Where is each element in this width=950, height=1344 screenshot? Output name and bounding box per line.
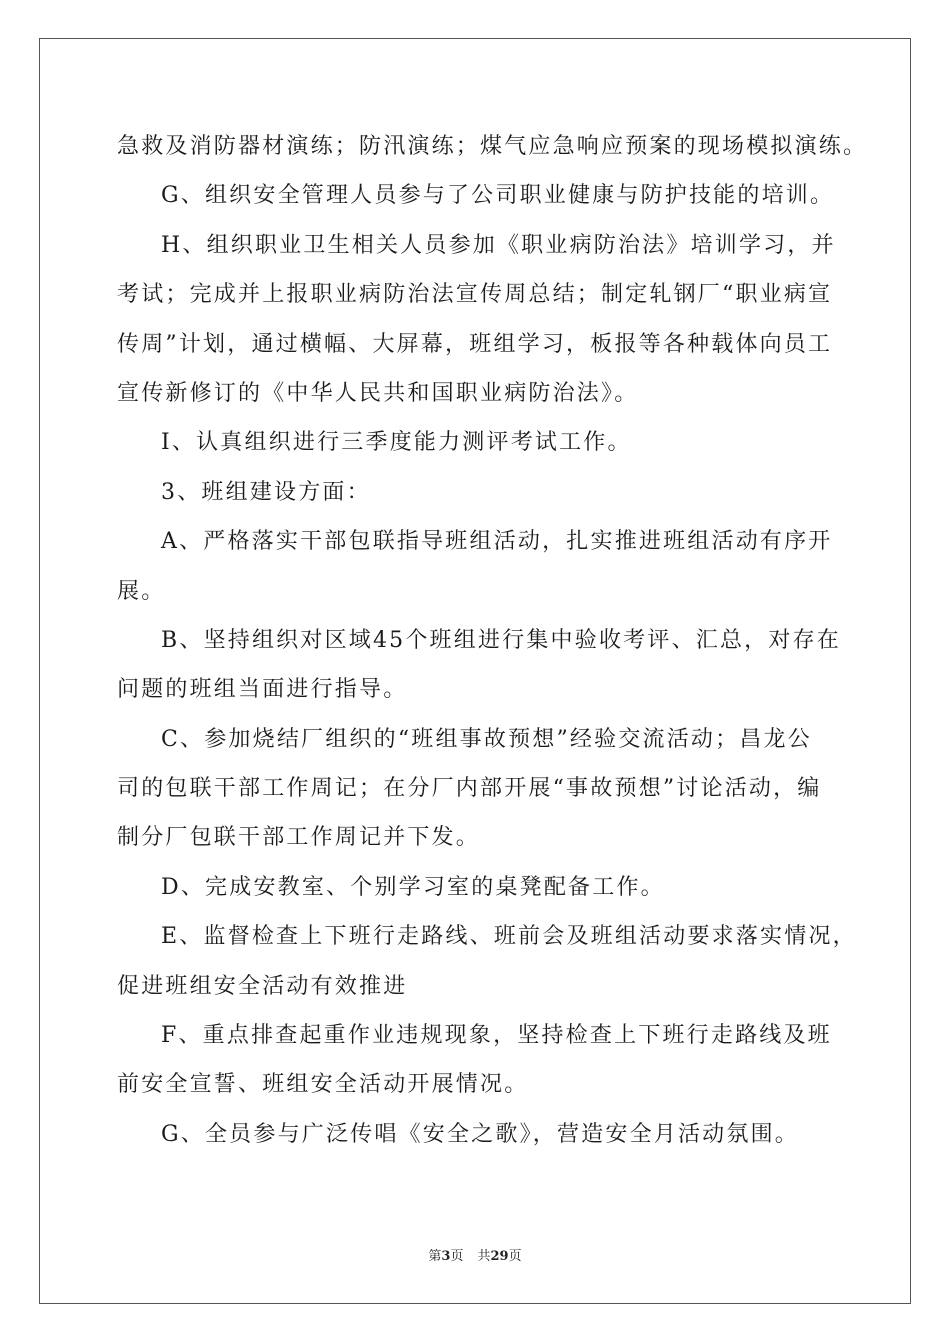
page-footer	[0, 1245, 950, 1264]
footer-total-prefix: 共	[477, 1249, 491, 1264]
footer-total-suffix: 页	[508, 1249, 522, 1264]
text-line: I、认真组织进行三季度能力测评考试工作。	[161, 430, 632, 456]
text-line: H、组织职业卫生相关人员参加《职业病防治法》培训学习，并	[161, 232, 836, 258]
text-line: 司的包联干部工作周记；在分厂内部开展“事故预想”讨论活动，编	[117, 776, 822, 802]
text-line: 问题的班组当面进行指导。	[117, 677, 408, 703]
text-line: G、组织安全管理人员参与了公司职业健康与防护技能的培训。	[161, 183, 835, 209]
text-line: C、参加烧结厂组织的“班组事故预想”经验交流活动；昌龙公	[161, 726, 812, 752]
footer-total-pages: 29	[490, 1249, 509, 1264]
text-line: F、重点排查起重作业违规现象，坚持检查上下班行走路线及班	[161, 1023, 832, 1049]
text-line: 3、班组建设方面：	[161, 479, 371, 505]
footer-page-prefix: 第	[428, 1249, 442, 1264]
text-line: B、坚持组织对区域45个班组进行集中验收考评、汇总，对存在	[161, 627, 841, 653]
text-line: D、完成安教室、个别学习室的桌凳配备工作。	[161, 874, 665, 900]
text-line: 宣传新修订的《中华人民共和国职业病防治法》。	[117, 380, 639, 406]
text-line: 前安全宣誓、班组安全活动开展情况。	[117, 1072, 529, 1098]
text-line: 促进班组安全活动有效推进	[117, 973, 408, 999]
text-line: G、全员参与广泛传唱《安全之歌》，营造安全月活动氛围。	[161, 1121, 799, 1147]
text-line: 制分厂包联干部工作周记并下发。	[117, 825, 481, 851]
footer-page-number: 3	[441, 1249, 451, 1264]
document-body	[117, 122, 868, 1159]
text-line: 传周”计划，通过横幅、大屏幕，班组学习，板报等各种载体向员工	[117, 331, 833, 357]
text-line: A、严格落实干部包联指导班组活动，扎实推进班组活动有序开	[161, 529, 833, 555]
text-line: 展。	[117, 578, 166, 604]
footer-page-suffix: 页	[450, 1249, 464, 1264]
text-line: 急救及消防器材演练；防汛演练；煤气应急响应预案的现场模拟演练。	[117, 134, 868, 159]
text-line: 考试；完成并上报职业病防治法宣传周总结；制定轧钢厂“职业病宣	[117, 282, 833, 308]
text-line: E、监督检查上下班行走路线、班前会及班组活动要求落实情况，	[161, 924, 857, 950]
